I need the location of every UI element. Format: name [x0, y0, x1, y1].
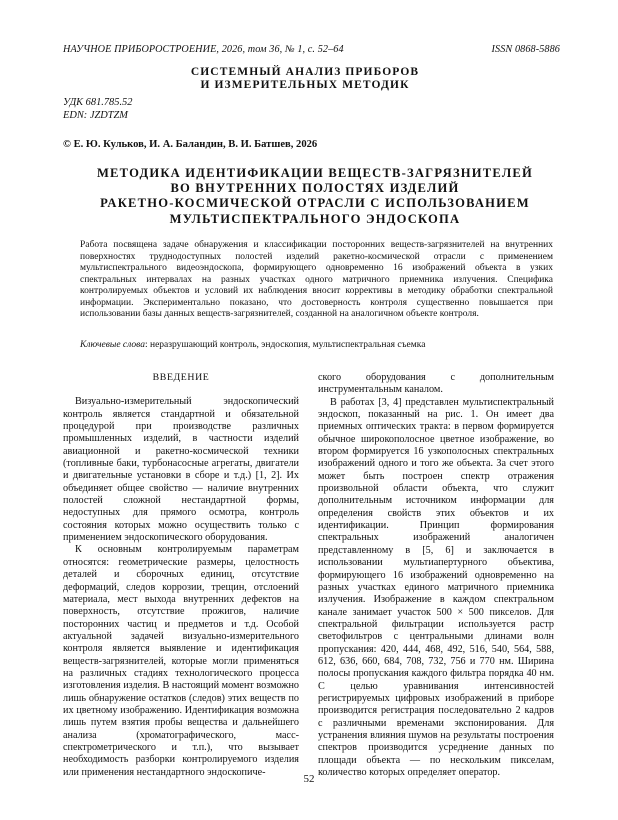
classification-codes — [63, 96, 132, 122]
section-heading-line-2: И ИЗМЕРИТЕЛЬНЫХ МЕТОДИК — [200, 79, 410, 91]
section-heading — [160, 66, 450, 92]
paragraph: Визуально-измерительный эндоскопический контроль является стандартной и обязательной процедурой при производстве различных промышленных изделий, в частности изделий авиационной и ракетно-космической техники (топливные баки, турбонасосные агрегаты, двигатели и двигательные установки в сборе и т.д.) [1, 2]. Их объединяет общее свойство — наличие внутренних полостей сложной нестандартной формы, недоступных для прямого осмотра, контроль состояния которых можно осуществить только с применением эндоскопического оборудования. — [63, 396, 299, 544]
running-header — [63, 44, 560, 55]
abstract: Работа посвящена задаче обнаружения и классификации посторонних веществ-загрязнителей на внутренних поверхностях труднодоступных полостей изделий ракетно-космической отрасли с применением мультиспектрального видеоэндоскопа, формирующего одновременно 16 изображений объекта в узких спектральных интервалах на разных участках одного матричного приемника излучения. Специфика контролируемых объектов и условий их наблюдения вносит коррективы в методику обработки спектральной информации. Экспериментально показано, что достоверность контроля существенно повышается при использовании базы данных веществ-загрязнителей, созданной на аналогичном объекте контроля. — [80, 240, 553, 319]
keywords-text: : неразрушающий контроль, эндоскопия, мультиспектральная съемка — [144, 340, 426, 350]
title-line-1: МЕТОДИКА ИДЕНТИФИКАЦИИ ВЕЩЕСТВ-ЗАГРЯЗНИТЕЛЕЙ — [96, 166, 534, 180]
keywords — [80, 340, 553, 352]
journal-citation: НАУЧНОЕ ПРИБОРОСТРОЕНИЕ, 2026, том 36, № 1, с. 52–64 — [63, 44, 344, 55]
paragraph-continued: ского оборудования с дополнительным инструментальным каналом. — [318, 372, 554, 396]
keywords-label: Ключевые слова — [80, 340, 145, 350]
section-heading-line-1: СИСТЕМНЫЙ АНАЛИЗ ПРИБОРОВ — [190, 66, 420, 78]
paragraph: В работах [3, 4] представлен мультиспектральный эндоскоп, показанный на рис. 1. Он имеет два приемных оптических тракта: в первом формируется обычное широкополосное цветное изображение, во втором формируется 16 узкополосных спектральных изображений одного и того же объекта. За счет этого может быть построен спектр отражения произвольной области объекта, что служит дополнительным источником информации для определения свойств этих объектов и их идентификации. Принцип формирования спектральных изображений аналогичен представленному в [5, 6] и заключается в использовании мультиапертурного объектива, формирующего 16 изображений одновременно на разных участках единого матричного приемника излучения. Изображение в каждом спектральном канале занимает участок 500 × 500 пикселов. Для спектральной фильтрации используется растр светофильтров с центральными длинами волн пропускания: 420, 444, 468, 492, 516, 540, 564, 588, 612, 636, 660, 684, 708, 732, 756 и 770 нм. Ширина полосы пропускания каждого фильтра порядка 40 нм. С целью уравнивания интенсивностей регистрируемых цифровых изображений в приборе производится регистрация последовательно 2 кадров с различными временами экспонирования. Для устранения влияния шумов на результаты построения спектров производится усреднение данных по площади объекта — по нескольким пикселам, количество которых определяет оператор. — [318, 396, 554, 778]
edn-code: EDN: JZDTZM — [63, 110, 128, 121]
paragraph: К основным контролируемым параметрам относятся: геометрические размеры, целостность деталей и сборочных единиц, отсутствие деформаций, следов коррозии, трещин, отслоений материала, мест выхода внутренних дефектов на поверхность, отсутствие прожигов, наличие посторонних частиц и предметов и т.д. Особой актуальной задачей визуально-измерительного контроля является выявление и идентификация веществ-загрязнителей, которые могли применяться на различных стадиях технологического процесса изготовления изделия. В настоящий момент возможно лишь обнаружение остатков (следов) этих веществ по их цветному изображению. Идентификация возможна лишь путем взятия пробы вещества и дальнейшего анализа (хроматографического, масс-спектрометрического и т.п.), что вызывает необходимость разборки контролируемого изделия или применения нестандартного эндоскопиче- — [63, 544, 299, 778]
title-line-3: РАКЕТНО-КОСМИЧЕСКОЙ ОТРАСЛИ С ИСПОЛЬЗОВАНИЕМ — [100, 196, 530, 211]
authors-line: © Е. Ю. Кульков, И. А. Баландин, В. И. Батшев, 2026 — [63, 139, 318, 150]
title-line-4: МУЛЬТИСПЕКТРАЛЬНОГО ЭНДОСКОПА — [169, 211, 461, 226]
section-title-introduction: ВВЕДЕНИЕ — [152, 372, 210, 383]
article-title — [80, 166, 550, 227]
left-column — [63, 372, 299, 779]
right-column — [318, 372, 554, 779]
issn: ISSN 0868-5886 — [491, 44, 560, 55]
title-line-2: ВО ВНУТРЕННИХ ПОЛОСТЯХ ИЗДЕЛИЙ — [170, 181, 460, 196]
udc-code: УДК 681.785.52 — [63, 97, 133, 108]
page-number: 52 — [303, 773, 315, 785]
